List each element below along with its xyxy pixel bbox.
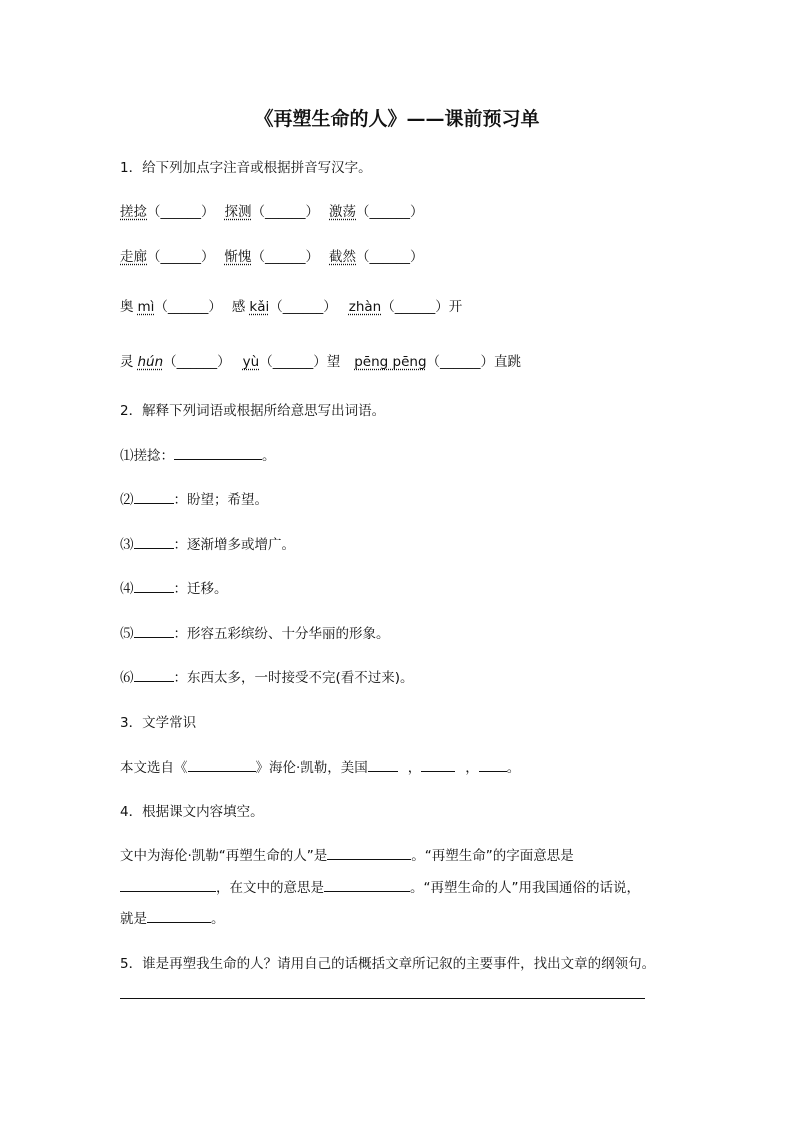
item-number: ⑹ — [120, 670, 134, 686]
char: 望 — [326, 354, 341, 370]
q1-row-1 — [120, 202, 424, 222]
question-4-heading: 4．根据课文内容填空。 — [120, 804, 264, 820]
blank[interactable]: （______） — [426, 354, 495, 370]
pinyin: mì — [137, 299, 155, 315]
char: 开 — [448, 299, 463, 315]
q2-item-5 — [120, 624, 390, 644]
q4-line-1 — [120, 846, 574, 866]
blank[interactable]: （______） — [356, 249, 424, 265]
pinyin: hún — [137, 354, 164, 370]
question-3-heading: 3．文学常识 — [120, 715, 197, 731]
blank[interactable]: （______） — [251, 249, 319, 265]
item-text: ：东西太多，一时接受不完(看不过来)。 — [173, 670, 414, 686]
char: 灵 — [120, 354, 134, 370]
answer-blank[interactable] — [188, 758, 256, 772]
answer-blank[interactable] — [327, 846, 411, 860]
answer-blank[interactable] — [134, 535, 174, 549]
blank[interactable]: （______） — [251, 204, 319, 220]
char: 奥 — [120, 299, 134, 315]
item-text: ：盼望；希望。 — [173, 492, 268, 508]
text: 。“再塑生命的人”用我国通俗的话说， — [410, 880, 640, 896]
pinyin: yù — [242, 354, 260, 370]
q2-item-3 — [120, 535, 295, 555]
answer-blank[interactable] — [324, 878, 410, 892]
blank[interactable]: （______） — [381, 299, 449, 315]
q2-item-4 — [120, 579, 228, 599]
answer-blank[interactable] — [174, 446, 262, 460]
q1-row-3 — [120, 297, 462, 317]
answer-blank[interactable] — [421, 758, 455, 772]
answer-blank[interactable] — [120, 878, 216, 892]
item-tail: 。 — [262, 448, 276, 464]
item-number: ⑴ — [120, 448, 134, 464]
page-title: 《再塑生命的人》——课前预习单 — [254, 108, 540, 130]
question-2-heading: 2．解释下列词语或根据所给意思写出词语。 — [120, 403, 386, 419]
text: 就是 — [120, 911, 147, 927]
q2-item-1 — [120, 446, 276, 466]
q1-row-4 — [120, 352, 521, 372]
word: 走廊 — [120, 249, 147, 265]
text: 。“再塑生命”的字面意思是 — [411, 848, 574, 864]
answer-blank[interactable] — [368, 758, 398, 772]
blank[interactable]: （______） — [147, 204, 215, 220]
q1-row-2 — [120, 247, 424, 267]
char: 直跳 — [494, 354, 522, 370]
pinyin: pēng pēng — [354, 354, 427, 370]
answer-line[interactable] — [120, 998, 645, 999]
answer-blank[interactable] — [134, 490, 174, 504]
text: ， — [465, 760, 479, 776]
answer-blank[interactable] — [134, 668, 174, 682]
blank[interactable]: （______） — [154, 299, 222, 315]
blank[interactable]: （______） — [147, 249, 215, 265]
item-number: ⑶ — [120, 537, 134, 553]
answer-blank[interactable] — [134, 579, 174, 593]
q4-line-3 — [120, 909, 225, 929]
item-number: ⑷ — [120, 581, 134, 597]
text: ， — [407, 760, 422, 776]
char: 感 — [231, 299, 246, 315]
q4-line-2 — [120, 878, 640, 898]
question-1-heading: 1．给下列加点字注音或根据拼音写汉字。 — [120, 160, 372, 176]
blank[interactable]: （______） — [163, 354, 231, 370]
text: 文中为海伦·凯勒“再塑生命的人”是 — [120, 848, 328, 864]
q2-item-2 — [120, 490, 268, 510]
q2-item-6 — [120, 668, 414, 688]
question-5-heading: 5．谁是再塑我生命的人？请用自己的话概括文章所记叙的主要事件，找出文章的纲领句。 — [120, 956, 656, 972]
answer-blank[interactable] — [479, 758, 507, 772]
blank[interactable]: （______） — [356, 204, 424, 220]
word: 激荡 — [329, 204, 356, 220]
text: ，在文中的意思是 — [216, 880, 324, 896]
word: 截然 — [329, 249, 356, 265]
word: 探测 — [224, 204, 252, 220]
pinyin: zhàn — [348, 299, 382, 315]
item-number: ⑵ — [120, 492, 134, 508]
q3-line — [120, 758, 520, 778]
word: 搓捻 — [120, 204, 147, 220]
pinyin: kǎi — [249, 299, 270, 315]
item-text: 搓捻： — [133, 448, 174, 464]
item-text: ：形容五彩缤纷、十分华丽的形象。 — [173, 626, 390, 642]
answer-blank[interactable] — [134, 624, 174, 638]
blank[interactable]: （______） — [269, 299, 337, 315]
word: 惭愧 — [224, 249, 252, 265]
item-text: ：逐渐增多或增广。 — [173, 537, 295, 553]
text: 本文选自《 — [120, 760, 188, 776]
item-text: ：迁移。 — [173, 581, 228, 597]
text: 。 — [506, 760, 521, 776]
blank[interactable]: （______） — [259, 354, 327, 370]
answer-blank[interactable] — [147, 909, 211, 923]
item-number: ⑸ — [120, 626, 134, 642]
text: 。 — [211, 911, 225, 927]
text: 》海伦·凯勒，美国 — [255, 760, 368, 776]
